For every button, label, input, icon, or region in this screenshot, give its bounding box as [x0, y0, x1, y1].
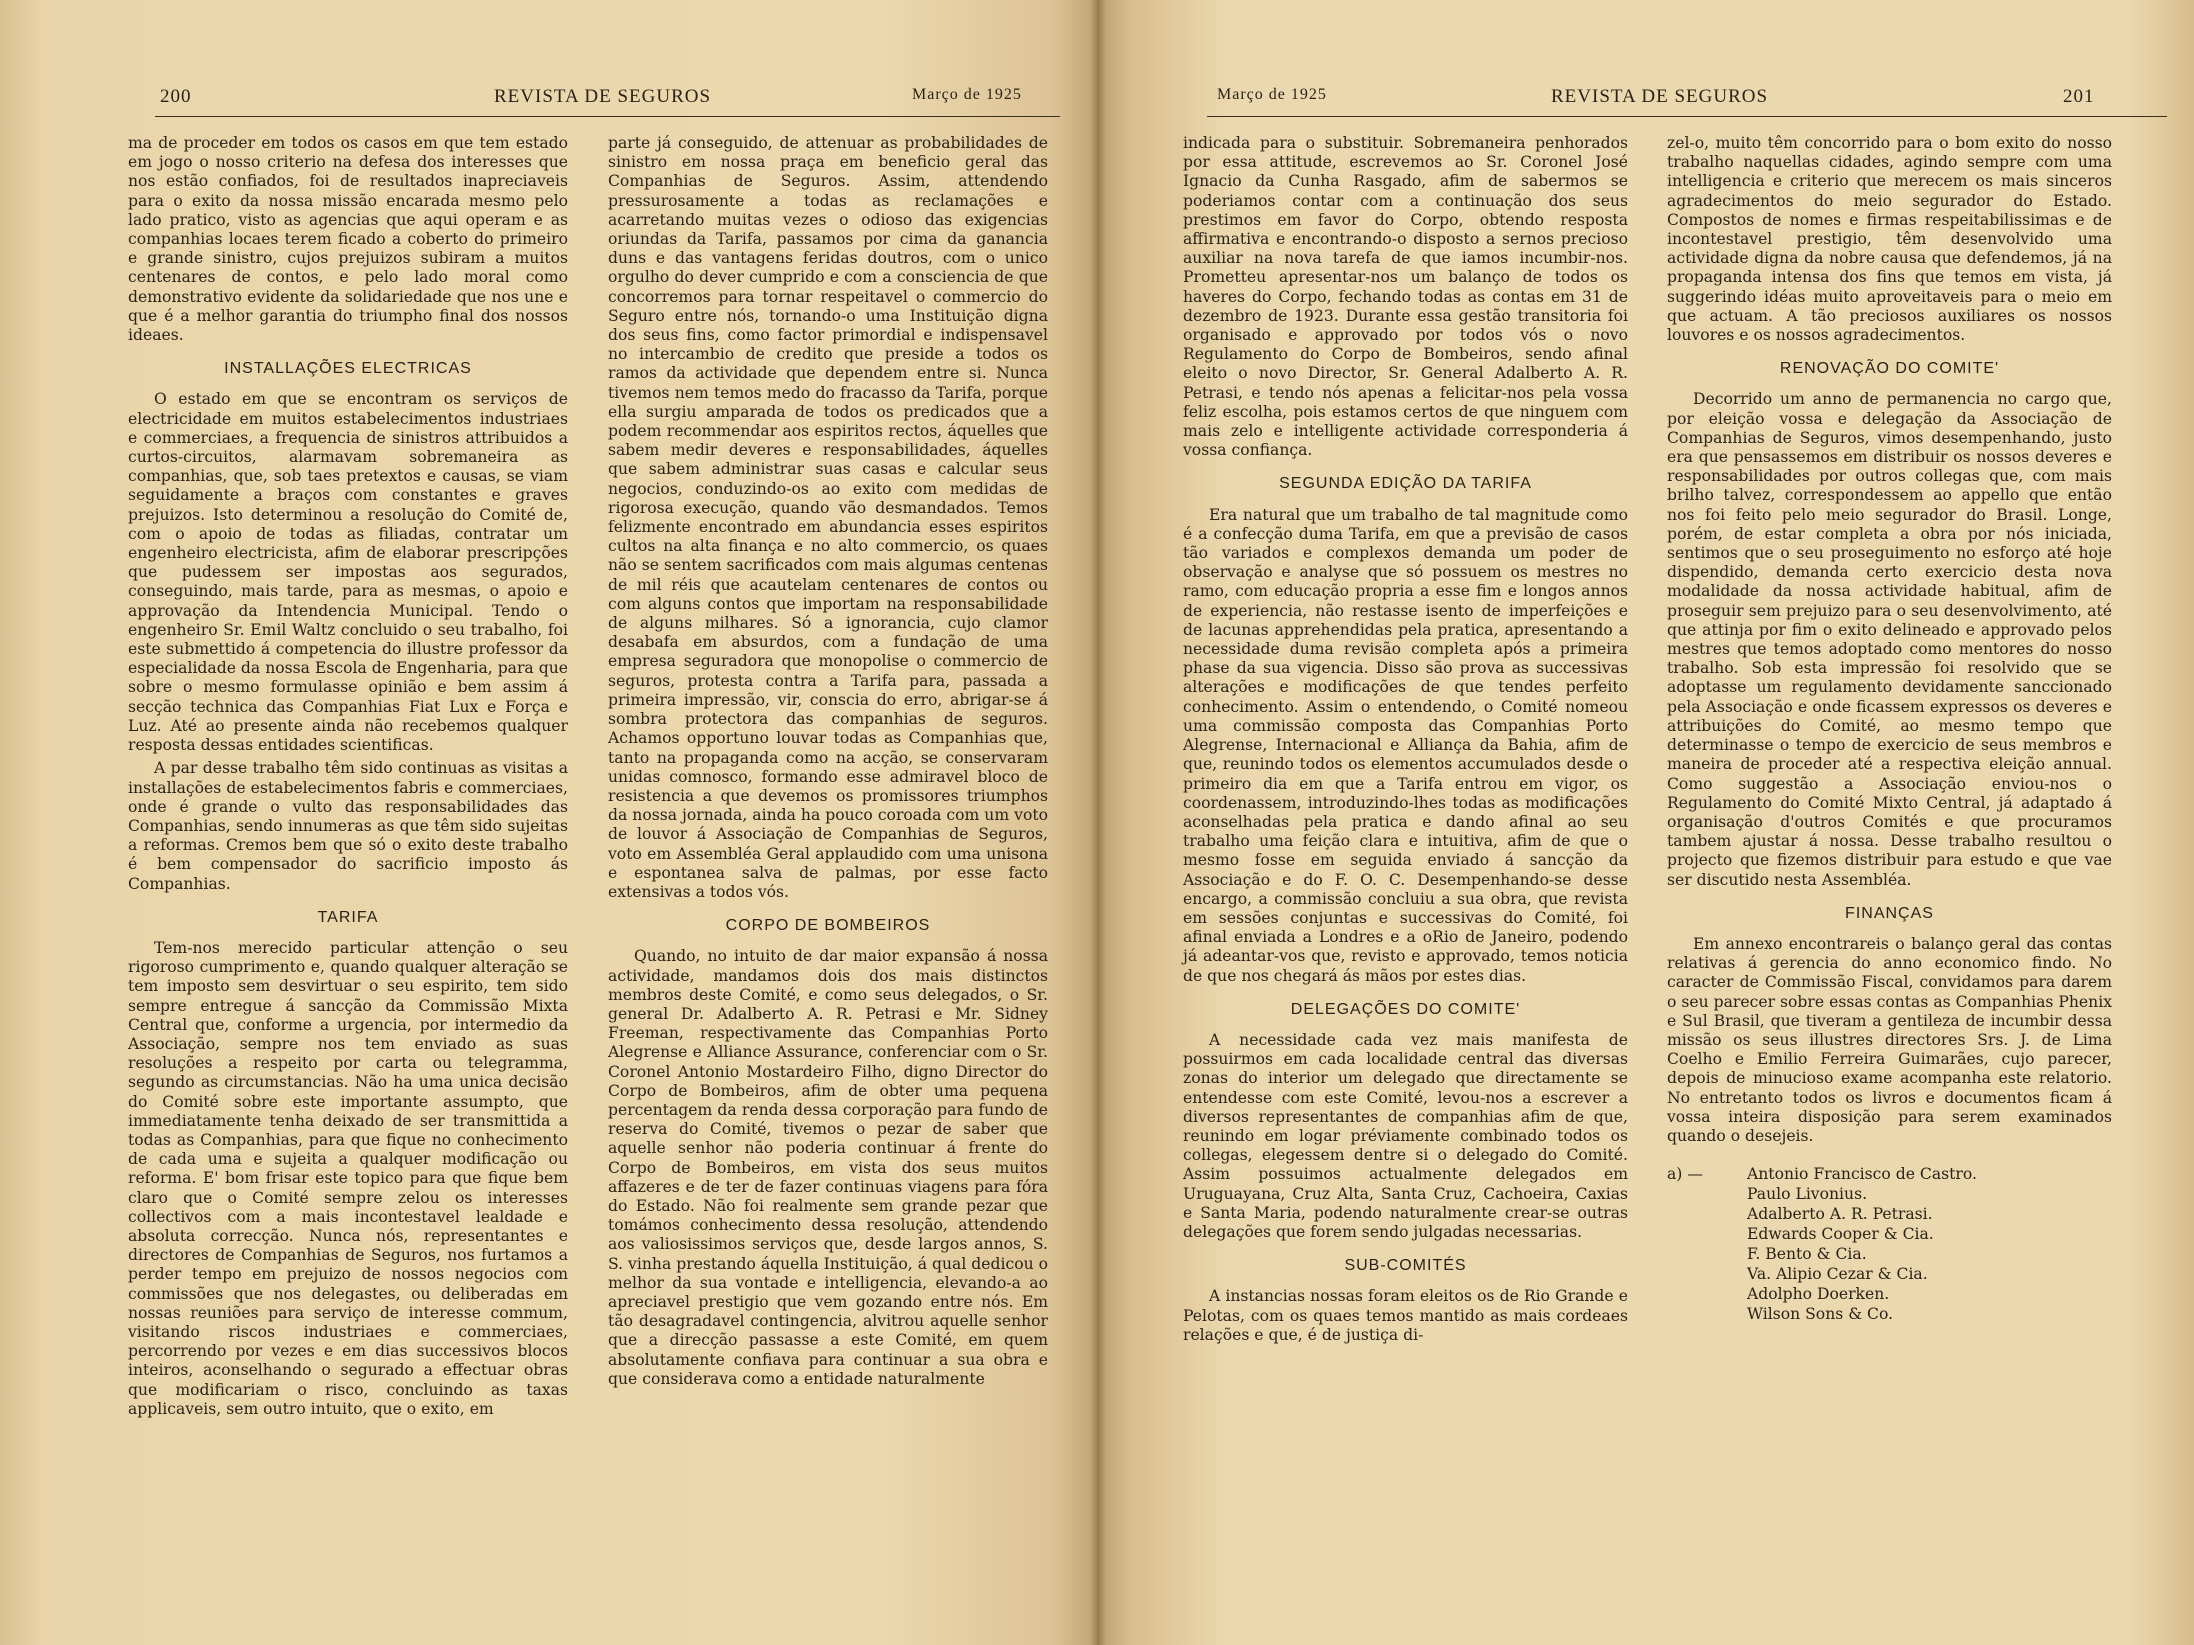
signatories-list: [1667, 1164, 2112, 1324]
signatory-name: Antonio Francisco de Castro.: [1747, 1165, 1977, 1184]
signatory: [1747, 1264, 2112, 1284]
column-right-2: [1667, 134, 2112, 1324]
right-page: [1097, 0, 2194, 1645]
section-heading: TARIFA: [317, 908, 379, 926]
section-heading: RENOVAÇÃO DO COMITE': [1779, 360, 2000, 378]
paragraph: parte já conseguido, de attenuar as probabilidades de sinistro em nossa praça em beneficio geral das Companhias de Seguros. Assim, attendendo pressurosamente a todas as reclamações e acarretando muitas vezes o odioso das exigencias oriundas da Tarifa, passamos por cima da ganancia duns e das vantagens feridas doutros, com o unico orgulho do dever cumprido e com a consciencia de que concorremos para tornar respeitavel o commercio do Seguro entre nós, tornando-o uma Instituição digna dos seus fins, como factor primordial e indispensavel no intercambio de credito que preside a todos os ramos da actividade que dependem entre si. Nunca tivemos nem temos medo do fracasso da Tarifa, porque ella surgiu amparada de todos os predicados que a podem recommendar aos espiritos rectos, áquelles que sabem medir deveres e responsabilidades, áquelles que sabem administrar suas casas e calcular seus negocios, conduzindo-os ao exito com medidas de rigorosa execução, quando vão desmandados. Temos felizmente encontrado em abundancia esses espiritos cultos na alta finança e no alto commercio, os quaes não se sentem sacrificados com mais algumas centenas de mil réis que acautelam centenares de contos ou com alguns contos que importam na responsabilidade de alguns milhares. Só a ignorancia, cujo clamor desabafa em absurdos, com a fundação de uma empresa seguradora que monopolise o commercio de seguros, protesta contra a Tarifa para, passada a primeira impressão, vir, consciа do erro, abrigar-se á sombra protectora das companhias de seguros. Achamos opportuno louvar todas as Companhias que, tanto na propaganda como na acção, se conservaram unidas comnosco, formando esse admiravel bloco de resistencia a que devemos os promissores triumphos da nossa jornada, ainda ha pouco coroada com um voto de louvor á Associação de Companhias de Seguros, voto em Assembléa Geral applaudido com uma unisona e espontanea salva de palmas, por esse facto extensivas a todos vós.: [608, 134, 1048, 901]
paragraph: Quando, no intuito de dar maior expansão á nossa actividade, mandamos dois dos mais distinctos membros deste Comité, e como seus delegados, o Sr. general Dr. Adalberto A. R. Petrasi e Mr. Sidney Freeman, respectivamente das Companhias Porto Alegrense e Alliance Assurance, conferenciar com o Sr. Coronel Antonio Mostardeiro Filho, digno Director do Corpo de Bombeiros, afim de obter uma pequena percentagem da renda dessa corporação para fundo de reserva do Comité, tivemos o pezar de saber que aquelle senhor não poderia continuar á frente do Corpo de Bombeiros, em vista dos seus muitos affazeres e de ter de fazer continuas viagens para fóra do Estado. Não foi realmente sem grande pezar que tomámos conhecimento dessa resolução, attendendo aos valiosissimos serviços que, desde largos annos, S. S. vinha prestando áquella Instituição, á qual dedicou o melhor da sua vontade e intelligencia, elevando-a ao apreciavel prestigio que vem gozando entre nós. Em tão desagradavel contingencia, alvitrou aquelle senhor que a direcção passasse a este Comité, em quem absolutamente confiava para continuar a sua obra e que considerava como a entidade naturalmente: [608, 947, 1048, 1388]
section-heading: FINANÇAS: [1845, 904, 1934, 922]
page-number: 201: [2063, 86, 2095, 107]
header-rule: [155, 116, 1060, 117]
book-gutter: [1090, 0, 1106, 1645]
column-left-2: [608, 134, 1048, 1393]
running-head-left: [160, 86, 1060, 114]
section-heading: SEGUNDA EDIÇÃO DA TARIFA: [1279, 475, 1532, 493]
paragraph: A instancias nossas foram eleitos os de Rio Grande e Pelotas, com os quaes temos mantido as mais cordeaes relações e que, é de justiça di-: [1183, 1287, 1628, 1344]
section-heading: SUB-COMITÉS: [1344, 1257, 1467, 1275]
running-head-right: [1217, 86, 2187, 114]
page-number: 200: [160, 86, 192, 107]
signatory: [1667, 1164, 2112, 1184]
journal-title: REVISTA DE SEGUROS: [494, 86, 712, 107]
signatory: [1747, 1284, 2112, 1304]
section-heading: DELEGAÇÕES DO COMITE': [1290, 1000, 1521, 1018]
paragraph: A par desse trabalho têm sido continuas as visitas a installações de estabelecimentos fabris e commerciaes, onde é grande o vulto das responsabilidades das Companhias, sendo innumeras as que têm sido sujeitas a reformas. Cremos bem que só o exito deste trabalho é bem compensador do sacrificio imposto ás Companhias.: [128, 759, 568, 893]
issue-date: Março de 1925: [1217, 86, 1327, 103]
paragraph: Tem-nos merecido particular attenção o seu rigoroso cumprimento e, quando qualquer alteração se tem imposto sem desvirtuar o seu espirito, tem sido sempre entregue á sancção da Commissão Mixta Central que, conforme a urgencia, por intermedio da Associação, sempre nos tem enviado as suas resoluções a respeito por carta ou telegramma, segundo as circumstancias. Não ha uma unica decisão do Comité sobre este importante assumpto, que immediatamente tenha deixado de ser transmittida a todas as Companhias, para que fique no conhecimento de cada uma e sujeita a qualquer modificação ou reforma. E' bom frisar este topico para que fique bem claro que o Comité sempre zelou os interesses collectivos com a mais incontestavel lealdade e absoluta correcção. Nunca nós, representantes e directores de Companhias de Seguros, nos furtamos a perder tempo em prejuizo de nossos negocios com commissões que nos delegastes, ou deliberadas em nossas reuniões para serviço de interesse commum, visitando riscos industriaes e commerciaes, percorrendo por vezes e em dias successivos blocos inteiros, aconselhando o segurado a effectuar obras que modificariam o risco, concluindo as taxas applicaveis, sem outro intuito, que o exito, em: [128, 938, 568, 1418]
paragraph: O estado em que se encontram os serviços de electricidade em muitos estabelecimentos industriaes e commerciaes, a frequencia de sinistros attribuidos a curtos-circuitos, alarmavam sobremaneira as companhias, que, sob taes pretextos e causas, se viam seguidamente a braços com constantes e graves prejuizos. Isto determinou a resolução do Comité de, com o apoio de todas as filiadas, contratar um engenheiro electricista, afim de elaborar prescripções que pudessem ser impostas aos segurados, conseguindo, mais tarde, para as mesmas, o apoio e approvação da Intendencia Municipal. Tendo o engenheiro Sr. Emil Waltz concluido o seu trabalho, foi este submettido á competencia do illustre professor da especialidade da nossa Escola de Engenharia, para que sobre o mesmo formulasse opinião e bem assim á secção technica das Companhias Fiat Lux e Força e Luz. Até ao presente ainda não recebemos qualquer resposta dessas entidades scientificas.: [128, 390, 568, 755]
column-right-1: [1183, 134, 1628, 1349]
signatory: [1747, 1204, 2112, 1224]
signatory: [1747, 1184, 2112, 1204]
paragraph: ma de proceder em todos os casos em que tem estado em jogo o nosso criterio na defesa dos interesses que nos estão confiados, foi de resultados inapreciaveis para o exito da nossa missão encarada mesmo pelo lado pratico, visto as agencias que aqui operam e as companhias locaes terem ficado a coberto do primeiro e grande sinistro, cujos prejuizos subiram a muitos centenares de contos, e pelo lado moral como demonstrativo evidente da solidariedade que nos une e que é a melhor garantia do triumpho final dos nossos ideaes.: [128, 134, 568, 345]
signature-marker: a) —: [1667, 1165, 1703, 1184]
section-heading: CORPO DE BOMBEIROS: [725, 917, 931, 935]
signatory-name: Edwards Cooper & Cia.: [1747, 1225, 1934, 1244]
paragraph: Era natural que um trabalho de tal magnitude como é a confecção duma Tarifa, em que a previsão de casos tão variados e complexos demanda um poder de observação e analyse que só possuem os mestres no ramo, com educação propria a esse fim e longos annos de experiencia, não restasse isento de imperfeições e de lacunas apprehendidas pela pratica, apresentando a necessidade duma revisão completa após a primeira phase da sua vigencia. Disso são prova as successivas alterações e modificações de que tendes perfeito conhecimento. Assim o entendendo, o Comité nomeou uma commissão composta das Companhias Porto Alegrense, Internacional e Alliança da Bahia, afim de que, reunindo todos os elementos accumulados desde o primeiro dia em que a Tarifa entrou em vigor, os coordenassem, introduzindo-lhes todas as modificações aconselhadas pela pratica e dando afinal ao seu trabalho uma feição clara e intuitiva, afim de que o mesmo fosse em seguida enviado á sancção da Associação e do F. O. C. Desempenhando-se desse encargo, a commissão concluiu a sua obra, que revista em sessões conjuntas e successivas do Comité, foi afinal enviada a Londres e a oRio de Janeiro, podendo já adeantar-vos que, revisto e approvado, temos noticia de que nos chegará ás mãos por estes dias.: [1183, 505, 1628, 985]
signatory-name: Wilson Sons & Co.: [1747, 1305, 1894, 1324]
paragraph: indicada para o substituir. Sobremaneira penhorados por essa attitude, escrevemos ao Sr. Coronel José Ignacio da Cunha Rasgado, afim de sabermos se poderiamos contar com a continuação dos seus prestimos em favor do Corpo, obtendo resposta affirmativa e encontrando-o disposto a sernos precioso auxiliar na nova tarefa de que iamos incumbir-nos. Prometteu apresentar-nos um balanço de todos os haveres do Corpo, fechando todas as contas em 31 de dezembro de 1923. Durante essa gestão transitoria foi organisado e approvado por todos vós o novo Regulamento do Corpo de Bombeiros, sendo afinal eleito o novo Director, Sr. General Adalberto A. R. Petrasi, e tendo nós apenas a felicitar-nos pela vossa feliz escolha, pois estamos certos de que ninguem com mais zelo e intelligente actividade corresponderia á vossa confiança.: [1183, 134, 1628, 460]
paragraph: Em annexo encontrareis o balanço geral das contas relativas á gerencia do anno economico findo. No caracter de Commissão Fiscal, convidamos para darem o seu parecer sobre essas contas as Companhias Phenix e Sul Brasil, que tiveram a gentileza de incumbir dessa missão os seus illustres directores Srs. J. de Lima Coelho e Emilio Ferreira Guimarães, cujo parecer, depois de minucioso exame acompanha este relatorio. No entretanto todos os livros e documentos ficam á vossa inteira disposição para serem examinados quando o desejeis.: [1667, 934, 2112, 1145]
signatory-name: Adalberto A. R. Petrasi.: [1747, 1205, 1933, 1224]
signatory-name: Paulo Livonius.: [1747, 1185, 1868, 1204]
signatory-name: Va. Alipio Cezar & Cia.: [1747, 1265, 1928, 1284]
signatory: [1747, 1304, 2112, 1324]
signatory-name: F. Bento & Cia.: [1747, 1245, 1867, 1264]
header-rule: [1207, 116, 2167, 117]
signatory: [1747, 1224, 2112, 1244]
paragraph: Decorrido um anno de permanencia no cargo que, por eleição vossa e delegação da Associação de Companhias de Seguros, vimos desempenhando, justo era que pensassemos em distribuir os nossos deveres e responsabilidades por outros collegas que, com mais brilho talvez, correspondessem ao appello que então nos foi feito pelo meio segurador do Brasil. Longe, porém, de estar completa a obra por nós iniciada, sentimos que o seu proseguimento no esforço até hoje dispendido, demanda certo exercicio desta nova modalidade da nossa actividade habitual, afim de proseguir sem prejuizo para o seu desenvolvimento, até que attinja por fim o exito delineado e approvado pelos mestres que temos adoptado como mentores do nosso trabalho. Sob esta impressão foi resolvido que se adoptasse um regulamento devidamente sanccionado pela Associação e onde ficassem expressos os deveres e attribuições do Comité, ao mesmo tempo que determinasse o tempo de exercicio de seus membros e maneira de proceder até a respectiva eleição annual. Como suggestão a Associação enviou-nos o Regulamento do Comité Mixto Central, já adaptado á organisação d'outros Comités e que procuramos tambem ajustar á nossa. Desse trabalho resultou o projecto que fizemos distribuir para estudo e que vae ser discutido nesta Assembléa.: [1667, 390, 2112, 889]
paragraph: zel-o, muito têm concorrido para o bom exito do nosso trabalho naquellas cidades, agindo sempre com uma intelligencia e criterio que merecem os mais sinceros agradecimentos do meio segurador do Estado. Compostos de nomes e firmas respeitabilissimas e de incontestavel prestigio, têm desenvolvido uma actividade digna da nobre causa que defendemos, já na propaganda intensa dos fins que temos em vista, já suggerindo idéas muito aproveitaveis para o meio em que actuam. A tão preciosos auxiliares os nossos louvores e os nossos agradecimentos.: [1667, 134, 2112, 345]
issue-date: Março de 1925: [912, 86, 1022, 103]
signatory: [1747, 1244, 2112, 1264]
paragraph: A necessidade cada vez mais manifesta de possuirmos em cada localidade central das diversas zonas do interior um delegado que directamente se entendesse com este Comité, levou-nos a escrever a diversos representantes de companhias afim de que, reunindo em logar préviamente combinado todos os collegas, elegessem dentre si o delegado do Comité. Assim possuimos actualmente delegados em Uruguayana, Cruz Alta, Santa Cruz, Cachoeira, Caxias e Santa Maria, podendo naturalmente crear-se outras delegações que forem sendo julgadas necessarias.: [1183, 1030, 1628, 1241]
section-heading: INSTALLAÇÕES ELECTRICAS: [224, 360, 472, 378]
column-left-1: [128, 134, 568, 1423]
journal-title: REVISTA DE SEGUROS: [1551, 86, 1769, 107]
signatory-name: Adolpho Doerken.: [1747, 1285, 1890, 1304]
